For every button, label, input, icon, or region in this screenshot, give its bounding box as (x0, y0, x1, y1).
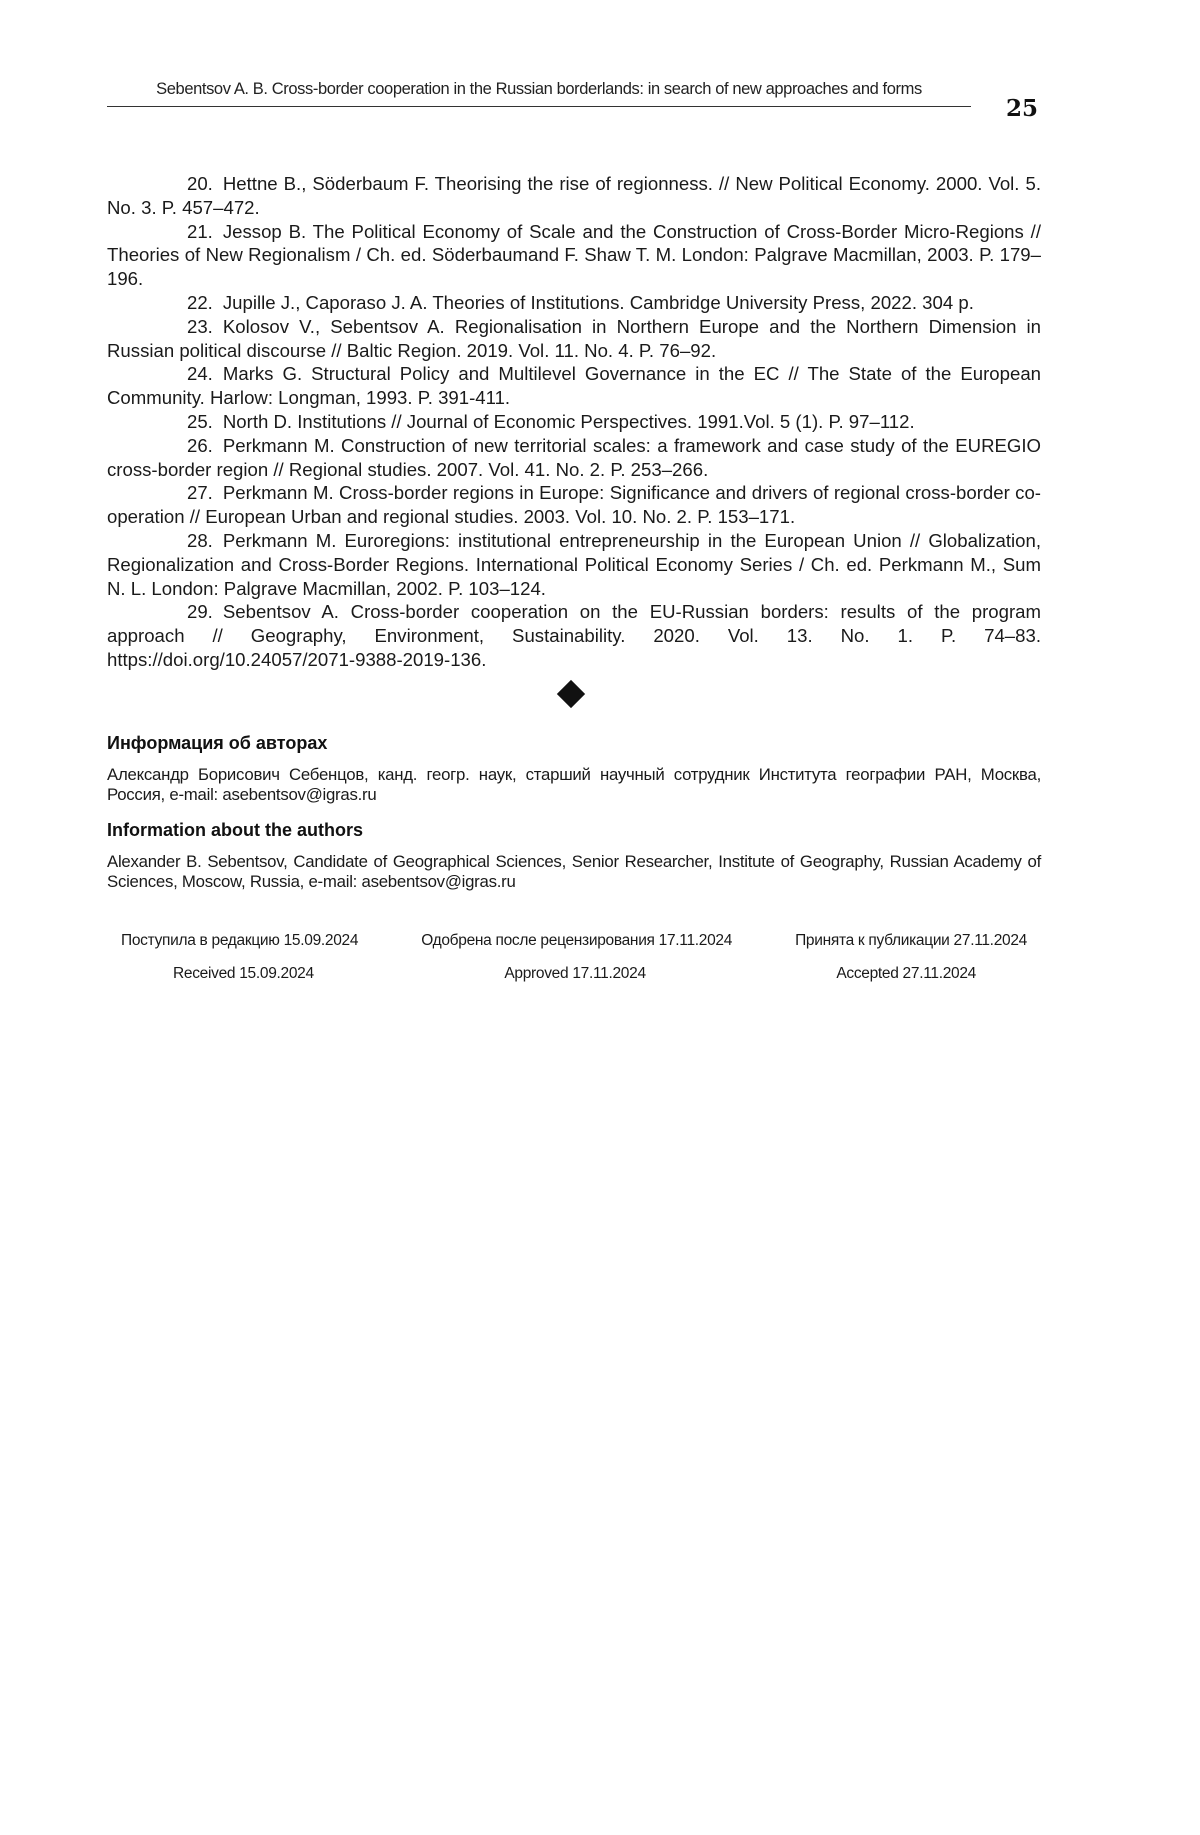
received-date-ru: Поступила в редакцию 15.09.2024 (121, 932, 359, 949)
reference-text: Perkmann M. Construction of new territorial scales: a framework and case study of the EUREGIO cross-border region // Regional studies. 2007. Vol. 41. No. 2. P. 253–266. (107, 434, 1041, 480)
reference-item (107, 481, 1041, 529)
authors-heading-en: Information about the authors (107, 820, 363, 840)
approved-date-ru: Одобрена после рецензирования 17.11.2024 (421, 932, 733, 949)
reference-text: Jessop B. The Political Economy of Scale and the Construction of Cross-Border Micro-Regions // Theories of New Regionalism / Ch. ed. Söderbaumand F. Shaw T. M. London: Palgrave Macmillan, 2003. P. 179–196. (107, 220, 1041, 290)
reference-number: 26. (187, 434, 213, 456)
reference-number: 28. (187, 529, 213, 551)
reference-number: 20. (187, 173, 213, 194)
reference-item (107, 220, 1041, 291)
reference-item (107, 434, 1041, 482)
reference-item (107, 362, 1041, 410)
approved-date-en: Approved 17.11.2024 (504, 965, 646, 982)
section-divider-diamond-icon (557, 680, 585, 708)
reference-item (107, 600, 1041, 671)
author-info-ru: Александр Борисович Себенцов, канд. геогр. наук, старший научный сотрудник Института географии РАН, Москва, Россия, e-mail: asebentsov@igras.ru (107, 765, 1041, 804)
reference-item (107, 315, 1041, 363)
author-info-en: Alexander B. Sebentsov, Candidate of Geographical Sciences, Senior Researcher, Institute of Geography, Russian Academy of Sciences, Moscow, Russia, e-mail: asebentsov@igras.ru (107, 852, 1041, 891)
accepted-date-en: Accepted 27.11.2024 (836, 965, 976, 982)
reference-text: Jupille J., Caporaso J. A. Theories of Institutions. Cambridge University Press, 2022. 304 p. (222, 291, 974, 313)
reference-text: North D. Institutions // Journal of Economic Perspectives. 1991.Vol. 5 (1). P. 97–112. (222, 410, 915, 432)
received-date-en: Received 15.09.2024 (173, 965, 314, 982)
page-number: 25 (1006, 95, 1039, 122)
reference-text: Hettne B., Söderbaum F. Theorising the rise of regionness. // New Political Economy. 2000. Vol. 5. No. 3. P. 457–472. (107, 173, 1041, 218)
accepted-date-ru: Принята к публикации 27.11.2024 (795, 932, 1027, 949)
reference-text: Sebentsov A. Cross-border cooperation on the EU-Russian borders: results of the program approach // Geography, Environment, Sustainability. 2020. Vol. 13. No. 1. P. 74–83. https://doi.org/10.24057/2071-9388-2019-136. (107, 601, 1041, 670)
reference-number: 29. (187, 601, 213, 623)
header-rule (107, 106, 971, 107)
reference-text: Kolosov V., Sebentsov A. Regionalisation in Northern Europe and the Northern Dimension in Russian political discourse // Baltic Region. 2019. Vol. 11. No. 4. P. 76–92. (107, 315, 1041, 361)
reference-item (107, 291, 1041, 315)
reference-text: Perkmann M. Cross-border regions in Europe: Significance and drivers of regional cross-border co-operation // European Urban and regional studies. 2003. Vol. 10. No. 2. P. 153–171. (107, 482, 1041, 528)
reference-number: 24. (187, 363, 213, 385)
dates-row-en (107, 965, 1041, 983)
reference-item (107, 172, 1041, 220)
reference-number: 25. (187, 410, 213, 432)
reference-number: 21. (187, 220, 213, 242)
authors-heading-ru: Информация об авторах (107, 733, 328, 753)
reference-number: 22. (187, 291, 213, 313)
reference-text: Perkmann M. Euroregions: institutional entrepreneurship in the European Union // Globalization, Regionalization and Cross-Border Regions. International Political Economy Series / Ch. ed. Perkmann M., Sum N. L. London: Palgrave Macmillan, 2002. P. 103–124. (107, 529, 1041, 599)
running-title: Sebentsov A. B. Cross-border cooperation in the Russian borderlands: in search of new approaches and forms (156, 80, 922, 98)
reference-number: 27. (187, 482, 213, 504)
reference-list (107, 172, 1041, 672)
reference-item (107, 529, 1041, 600)
reference-number: 23. (187, 315, 213, 337)
dates-row-ru (107, 932, 1041, 950)
reference-item (107, 410, 1041, 434)
reference-text: Marks G. Structural Policy and Multilevel Governance in the EC // The State of the European Community. Harlow: Longman, 1993. P. 391-411. (107, 363, 1041, 409)
